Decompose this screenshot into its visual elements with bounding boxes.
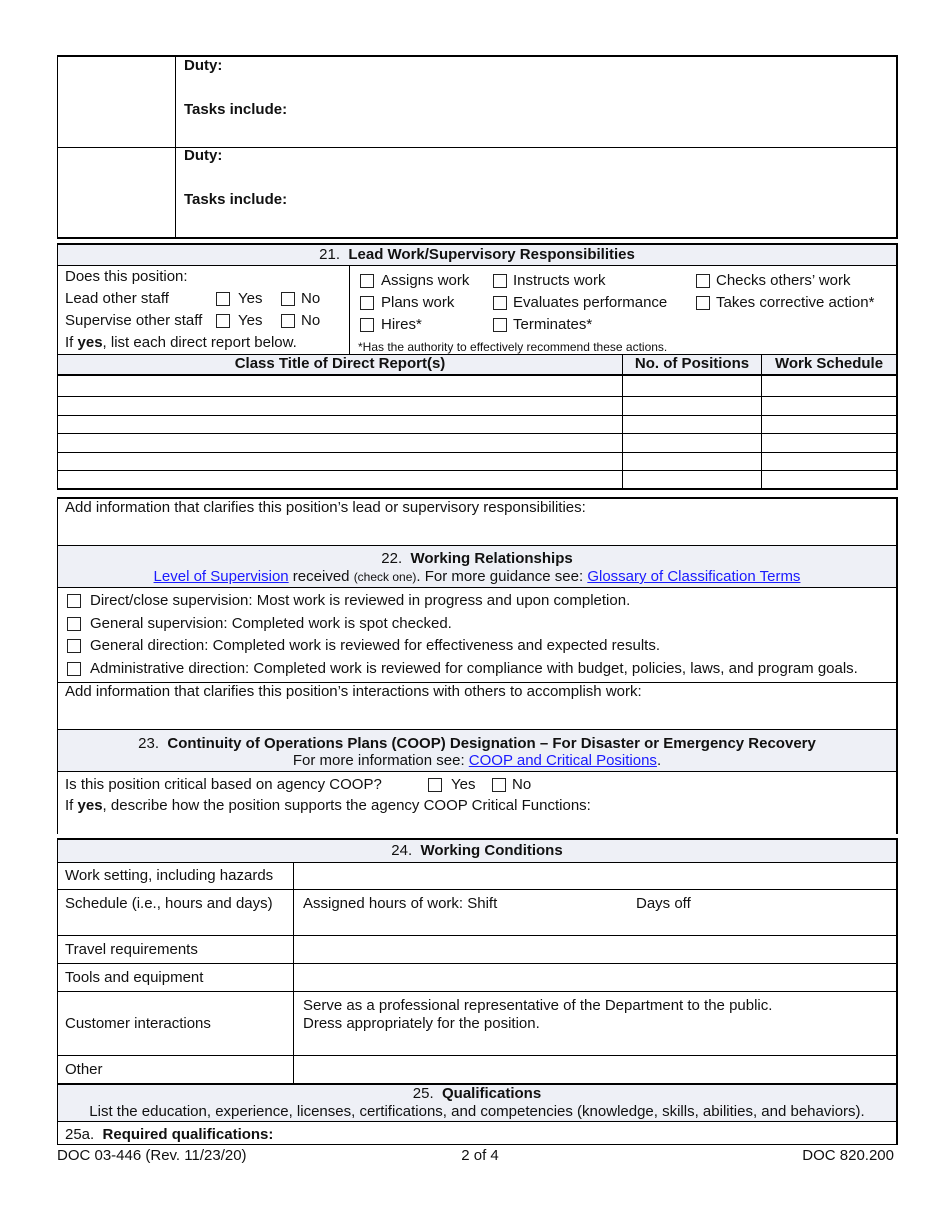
other-label: Other	[65, 1061, 103, 1078]
coop-describe-label: If yes, describe how the position supports the agency COOP Critical Functions:	[65, 797, 591, 814]
if-yes-list-label: If yes, list each direct report below.	[65, 334, 297, 351]
coop-yes-checkbox[interactable]	[428, 778, 442, 792]
travel-label: Travel requirements	[65, 941, 198, 958]
lead-no-label: No	[301, 290, 321, 307]
tools-label: Tools and equipment	[65, 969, 204, 986]
lead-staff-label: Lead other staff	[65, 290, 169, 307]
instructs-work-label: Instructs work	[513, 272, 606, 289]
coop-question: Is this position critical based on agency COOP?	[65, 776, 382, 793]
section-21-heading: 21. Lead Work/Supervisory Responsibilities	[319, 246, 635, 263]
work-schedule-header: Work Schedule	[774, 355, 884, 372]
footer-page-number: 2 of 4	[461, 1147, 499, 1164]
coop-more-info: For more information see: COOP and Critical Positions.	[292, 752, 662, 769]
plans-work-label: Plans work	[381, 294, 455, 311]
supervise-no-checkbox[interactable]	[281, 314, 295, 328]
direct-supervision-checkbox[interactable]	[67, 594, 81, 608]
footer-doc-policy: DOC 820.200	[802, 1147, 894, 1164]
coop-no-label: No	[512, 776, 532, 793]
evaluates-checkbox[interactable]	[493, 296, 507, 310]
glossary-link[interactable]: Glossary of Classification Terms	[587, 568, 801, 585]
section-22-heading: 22. Working Relationships	[381, 550, 573, 567]
general-supervision-checkbox[interactable]	[67, 617, 81, 631]
tasks-label: Tasks include:	[184, 191, 288, 208]
terminates-label: Terminates*	[513, 316, 593, 333]
coop-describe-input[interactable]	[60, 817, 894, 837]
hires-label: Hires*	[381, 316, 422, 333]
work-setting-input[interactable]	[296, 864, 894, 888]
clarify-lead-input[interactable]	[60, 520, 894, 544]
class-title-header: Class Title of Direct Report(s)	[234, 355, 446, 372]
general-supervision-label: General supervision: Completed work is spot checked.	[90, 615, 452, 632]
lead-yes-label: Yes	[238, 290, 263, 307]
clarify-lead-label: Add information that clarifies this position’s lead or supervisory responsibilities:	[65, 499, 586, 516]
checks-work-checkbox[interactable]	[696, 274, 710, 288]
lead-yes-checkbox[interactable]	[216, 292, 230, 306]
hires-checkbox[interactable]	[360, 318, 374, 332]
footer-form-number: DOC 03-446 (Rev. 11/23/20)	[57, 1147, 247, 1164]
days-off-label: Days off	[636, 895, 691, 912]
coop-no-checkbox[interactable]	[492, 778, 506, 792]
section-23-heading: 23. Continuity of Operations Plans (COOP) Designation – For Disaster or Emergency Recovery	[138, 735, 816, 752]
corrective-action-label: Takes corrective action*	[716, 294, 875, 311]
supervise-yes-checkbox[interactable]	[216, 314, 230, 328]
authority-footnote: *Has the authority to effectively recommend these actions.	[358, 340, 668, 354]
positions-header: No. of Positions	[634, 355, 750, 372]
tools-input[interactable]	[296, 965, 894, 990]
evaluates-label: Evaluates performance	[513, 294, 668, 311]
coop-link[interactable]: COOP and Critical Positions	[468, 752, 657, 769]
assigned-hours-label: Assigned hours of work: Shift	[303, 895, 498, 912]
section-25-heading: 25. Qualifications	[412, 1085, 542, 1102]
duty-label: Duty:	[184, 57, 223, 74]
instructs-work-checkbox[interactable]	[493, 274, 507, 288]
tasks-label: Tasks include:	[184, 101, 288, 118]
required-qualifications-label: 25a. Required qualifications:	[65, 1126, 274, 1143]
section-24-heading: 24. Working Conditions	[391, 842, 563, 859]
work-setting-label: Work setting, including hazards	[65, 867, 274, 884]
terminates-checkbox[interactable]	[493, 318, 507, 332]
assigns-work-checkbox[interactable]	[360, 274, 374, 288]
supervise-yes-label: Yes	[238, 312, 263, 329]
clarify-interactions-input[interactable]	[60, 704, 894, 728]
customer-text-line2: Dress appropriately for the position.	[303, 1015, 540, 1032]
lead-no-checkbox[interactable]	[281, 292, 295, 306]
customer-text-line1: Serve as a professional representative of the Department to the public.	[303, 997, 773, 1014]
qualifications-description: List the education, experience, licenses, certifications, and competencies (knowledge, skills, abilities, and behaviors).	[89, 1103, 865, 1120]
plans-work-checkbox[interactable]	[360, 296, 374, 310]
checks-work-label: Checks others’ work	[716, 272, 851, 289]
administrative-direction-checkbox[interactable]	[67, 662, 81, 676]
supervise-staff-label: Supervise other staff	[65, 312, 203, 329]
general-direction-checkbox[interactable]	[67, 639, 81, 653]
coop-yes-label: Yes	[451, 776, 476, 793]
customer-label: Customer interactions	[65, 1015, 211, 1032]
supervision-guidance: Level of Supervision received (check one). For more guidance see: Glossary of Classification Terms	[153, 568, 801, 585]
schedule-label: Schedule (i.e., hours and days)	[65, 895, 273, 912]
general-direction-label: General direction: Completed work is reviewed for effectiveness and expected results.	[90, 637, 661, 654]
assigns-work-label: Assigns work	[381, 272, 470, 289]
travel-input[interactable]	[296, 937, 894, 962]
supervise-no-label: No	[301, 312, 321, 329]
administrative-direction-label: Administrative direction: Completed work is reviewed for compliance with budget, policies, laws, and program goals.	[90, 660, 858, 677]
clarify-interactions-label: Add information that clarifies this position’s interactions with others to accomplish work:	[65, 683, 642, 700]
duty-label: Duty:	[184, 147, 223, 164]
does-position-label: Does this position:	[65, 268, 188, 285]
other-input[interactable]	[296, 1057, 894, 1082]
corrective-action-checkbox[interactable]	[696, 296, 710, 310]
level-of-supervision-link[interactable]: Level of Supervision	[153, 568, 289, 585]
direct-supervision-label: Direct/close supervision: Most work is reviewed in progress and upon completion.	[90, 592, 631, 609]
